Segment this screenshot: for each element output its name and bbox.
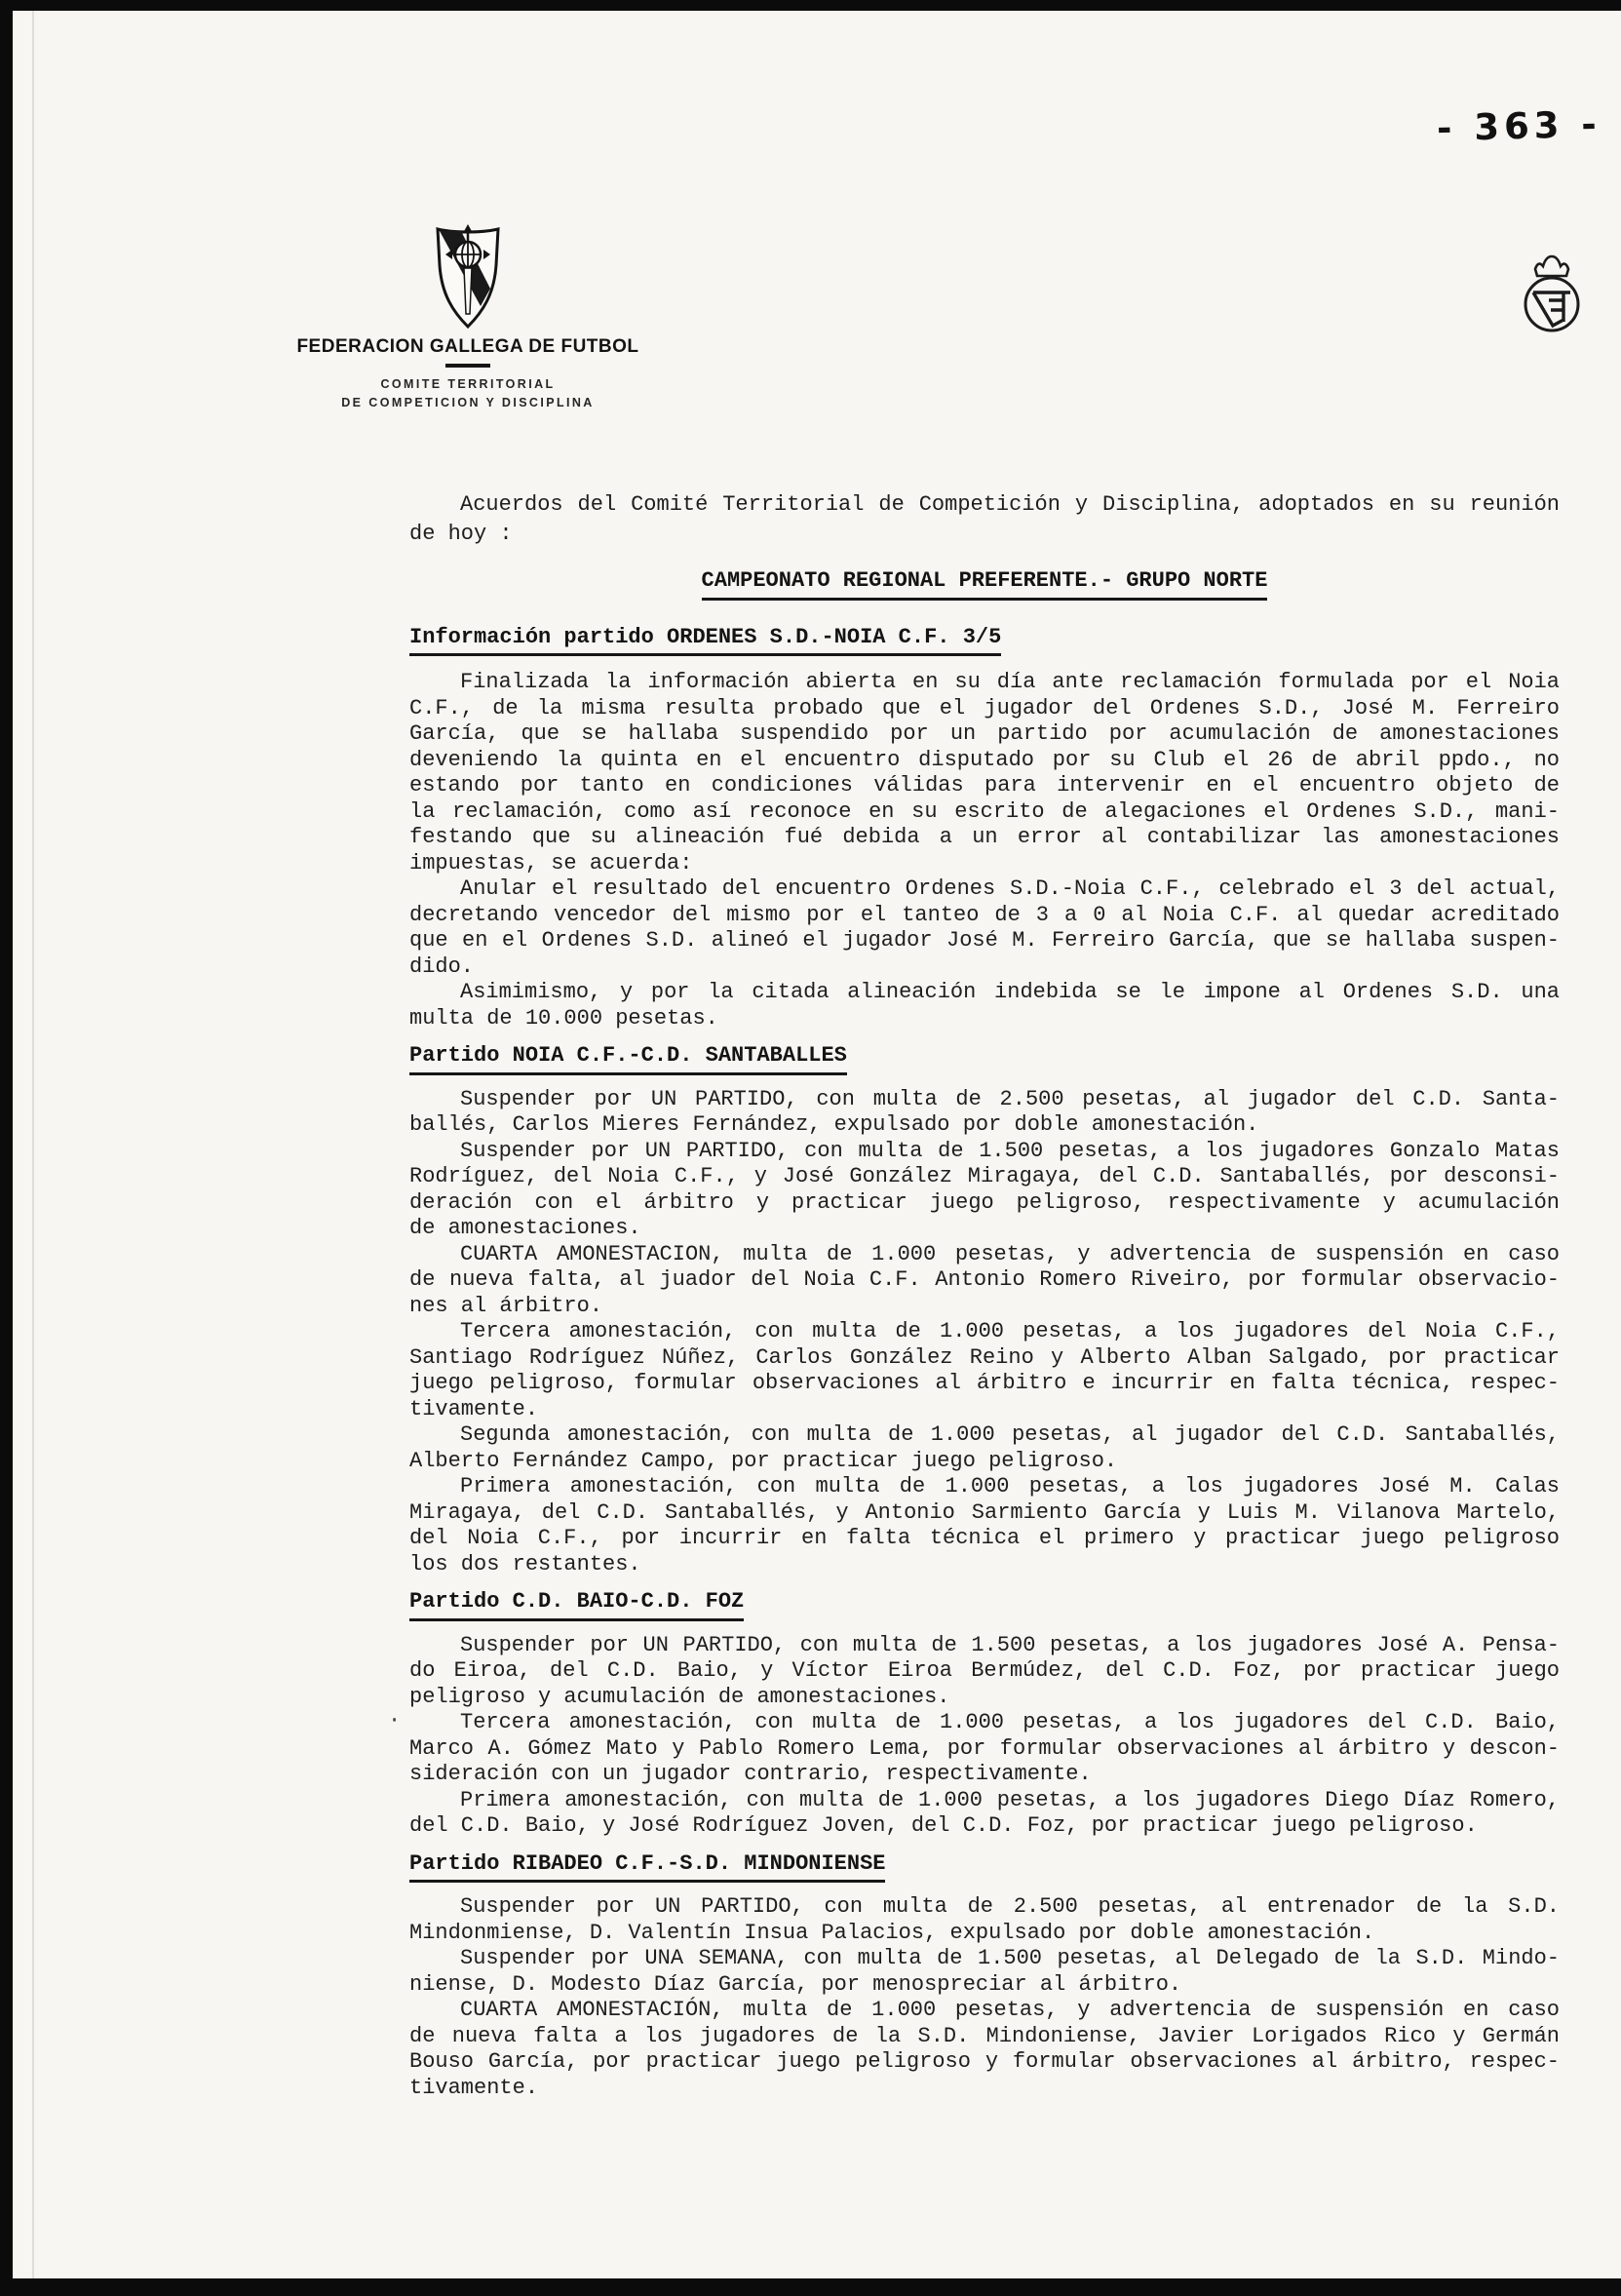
text-line: estando por tanto en condiciones válidas para intervenir en el encuentro objeto de	[409, 773, 1560, 798]
paragraph	[409, 1087, 1560, 1139]
federation-shield-icon	[432, 222, 504, 330]
text-line: de hoy :	[409, 522, 513, 546]
text-line: juego peligroso, formular observaciones al árbitro e incurrir en falta técnica, respec-	[409, 1371, 1560, 1395]
text-line: Santiago Rodríguez Núñez, Carlos González Reino y Alberto Alban Salgado, por practicar	[409, 1344, 1560, 1370]
paragraph	[409, 1946, 1560, 1998]
ink-speck: ·	[388, 1708, 402, 1732]
text-line: Suspender por UNA SEMANA, con multa de 1.500 pesetas, al Delegado de la S.D. Mindo-	[460, 1946, 1560, 1970]
section-heading	[409, 1851, 1560, 1884]
text-line: deración con el árbitro y practicar juego peligroso, respectivamente y acumulación	[409, 1189, 1560, 1215]
section-heading	[409, 1589, 1560, 1621]
section-heading	[409, 625, 1560, 657]
text-line: Rodríguez, del Noia C.F., y José González Miragaya, del C.D. Santaballés, por desconsi-	[409, 1164, 1560, 1188]
text-line: Suspender por UN PARTIDO, con multa de 2.500 pesetas, al jugador del C.D. Santa-	[460, 1086, 1560, 1111]
section	[409, 1043, 1560, 1577]
text-line: Miragaya, del C.D. Santaballés, y Antonio Sarmiento García y Luis M. Vilanova Martelo,	[409, 1499, 1560, 1525]
text-line: de nueva falta, al juador del Noia C.F. Antonio Romero Riveiro, por formular observacio-	[409, 1267, 1560, 1292]
scan-border-top	[0, 0, 1621, 11]
text-line: Suspender por UN PARTIDO, con multa de 2.500 pesetas, al entrenador de la S.D.	[460, 1894, 1560, 1919]
text-line: García, que se hallaba suspendido por un partido por acumulación de amonestaciones	[409, 721, 1560, 746]
text-line: Mindonmiense, D. Valentín Insua Palacios, expulsado por doble amonestación.	[409, 1920, 1375, 1945]
text-line: Tercera amonestación, con multa de 1.000 pesetas, a los jugadores del C.D. Baio,	[460, 1710, 1560, 1734]
scan-border-bottom	[0, 2278, 1621, 2296]
text-line: del C.D. Baio, y José Rodríguez Joven, del C.D. Foz, por practicar juego peligroso.	[409, 1813, 1478, 1838]
text-line: Asimimismo, y por la citada alineación indebida se le impone al Ordenes S.D. una	[460, 980, 1560, 1004]
scan-border-left	[0, 0, 13, 2296]
text-line: C.F., de la misma resulta probado que el jugador del Ordenes S.D., José M. Ferreiro	[409, 695, 1560, 720]
text-line: de nueva falta a los jugadores de la S.D. Mindoniense, Javier Lorigados Rico y Germán	[409, 2023, 1560, 2048]
section	[409, 1589, 1560, 1840]
paragraph	[409, 876, 1560, 980]
section-heading-text: Partido NOIA C.F.-C.D. SANTABALLES	[409, 1043, 847, 1075]
paragraph	[409, 1422, 1560, 1474]
text-line: Acuerdos del Comité Territorial de Competición y Disciplina, adoptados en su reunión	[460, 492, 1560, 517]
text-line: que en el Ordenes S.D. alineó el jugador José M. Ferreiro García, que se hallaba suspen-	[409, 928, 1560, 953]
text-line: del Noia C.F., por incurrir en falta técnica el primero y practicar juego peligroso	[409, 1526, 1560, 1550]
text-line: Finalizada la información abierta en su día ante reclamación formulada por el Noia	[460, 670, 1560, 694]
text-line: nes al árbitro.	[409, 1293, 603, 1318]
section-heading-text: Partido RIBADEO C.F.-S.D. MINDONIENSE	[409, 1851, 885, 1884]
text-line: Primera amonestación, con multa de 1.000 pesetas, a los jugadores Diego Díaz Romero,	[460, 1787, 1560, 1812]
text-line: Segunda amonestación, con multa de 1.000 pesetas, al jugador del C.D. Santaballés,	[460, 1422, 1560, 1447]
text-line: CUARTA AMONESTACION, multa de 1.000 pesetas, y advertencia de suspensión en caso	[460, 1241, 1560, 1266]
text-line: tivamente.	[409, 1396, 539, 1421]
intro-paragraph	[409, 490, 1560, 549]
section-heading	[409, 1043, 1560, 1075]
section-heading-text: Partido C.D. BAIO-C.D. FOZ	[409, 1589, 744, 1621]
text-line: ballés, Carlos Mieres Fernández, expulsado por doble amonestación.	[409, 1112, 1259, 1137]
letterhead-divider	[445, 364, 490, 368]
text-line: Alberto Fernández Campo, por practicar juego peligroso.	[409, 1448, 1118, 1473]
text-line: Suspender por UN PARTIDO, con multa de 1.500 pesetas, a los jugadores Gonzalo Matas	[460, 1138, 1560, 1163]
paragraph	[409, 1474, 1560, 1577]
text-line: tivamente.	[409, 2075, 539, 2100]
paragraph	[409, 1998, 1560, 2101]
championship-heading	[409, 568, 1560, 601]
paragraph	[409, 1788, 1560, 1840]
section	[409, 625, 1560, 1032]
section	[409, 1851, 1560, 2102]
text-line: multa de 10.000 pesetas.	[409, 1005, 718, 1031]
text-line: de amonestaciones.	[409, 1216, 641, 1240]
text-line: CUARTA AMONESTACIÓN, multa de 1.000 pesetas, y advertencia de suspensión en caso	[460, 1998, 1560, 2022]
federation-name: FEDERACION GALLEGA DE FUTBOL	[296, 336, 639, 357]
text-line: Anular el resultado del encuentro Ordenes S.D.-Noia C.F., celebrado el 3 del actual,	[460, 876, 1560, 901]
text-line: dido.	[409, 953, 475, 979]
text-line: peligroso y acumulación de amonestaciones.	[409, 1684, 950, 1709]
document-body	[409, 490, 1560, 2101]
committee-line1: COMITE TERRITORIAL	[380, 377, 556, 391]
paragraph	[409, 1242, 1560, 1320]
text-line: Marco A. Gómez Mato y Pablo Romero Lema, por formular observaciones al árbitro y descon-	[409, 1735, 1560, 1761]
text-line: Primera amonestación, con multa de 1.000 pesetas, a los jugadores José M. Calas	[460, 1474, 1560, 1498]
paragraph	[409, 980, 1560, 1031]
text-line: la reclamación, como así reconoce en su escrito de alegaciones el Ordenes S.D., mani-	[409, 798, 1560, 824]
text-line: Bouso García, por practicar juego peligroso y formular observaciones al árbitro, respec-	[409, 2049, 1560, 2074]
paragraph	[409, 1319, 1560, 1422]
championship-heading-text: CAMPEONATO REGIONAL PREFERENTE.- GRUPO NORTE	[702, 568, 1268, 601]
paragraph	[409, 1894, 1560, 1946]
paper-edge	[32, 11, 34, 2278]
letterhead	[292, 222, 643, 412]
text-line: los dos restantes.	[409, 1551, 641, 1576]
page-number: - 363 -	[1436, 102, 1602, 150]
text-line: impuestas, se acuerda:	[409, 850, 693, 876]
royal-crest-icon	[1520, 250, 1584, 339]
sections-container	[409, 625, 1560, 2102]
paragraph	[409, 1633, 1560, 1711]
text-line: do Eiroa, del C.D. Baio, y Víctor Eiroa Bermúdez, del C.D. Foz, por practicar juego	[409, 1658, 1560, 1683]
text-line: Suspender por UN PARTIDO, con multa de 1.500 pesetas, a los jugadores José A. Pensa-	[460, 1632, 1560, 1657]
text-line: festando que su alineación fué debida a un error al contabilizar las amonestaciones	[409, 825, 1560, 849]
committee-line2: DE COMPETICION Y DISCIPLINA	[341, 396, 595, 409]
paragraph	[409, 1710, 1560, 1788]
paragraph	[409, 1139, 1560, 1242]
text-line: deveniendo la quinta en el encuentro disputado por su Club el 26 de abril ppdo., no	[409, 747, 1560, 772]
text-line: Tercera amonestación, con multa de 1.000 pesetas, a los jugadores del Noia C.F.,	[460, 1319, 1560, 1343]
paragraph	[409, 670, 1560, 876]
text-line: sideración con un jugador contrario, respectivamente.	[409, 1762, 1092, 1786]
section-heading-text: Información partido ORDENES S.D.-NOIA C.F. 3/5	[409, 625, 1001, 657]
text-line: decretando vencedor del mismo por el tanteo de 3 a 0 al Noia C.F. al quedar acreditado	[409, 902, 1560, 927]
text-line: niense, D. Modesto Díaz García, por menospreciar al árbitro.	[409, 1971, 1182, 1997]
